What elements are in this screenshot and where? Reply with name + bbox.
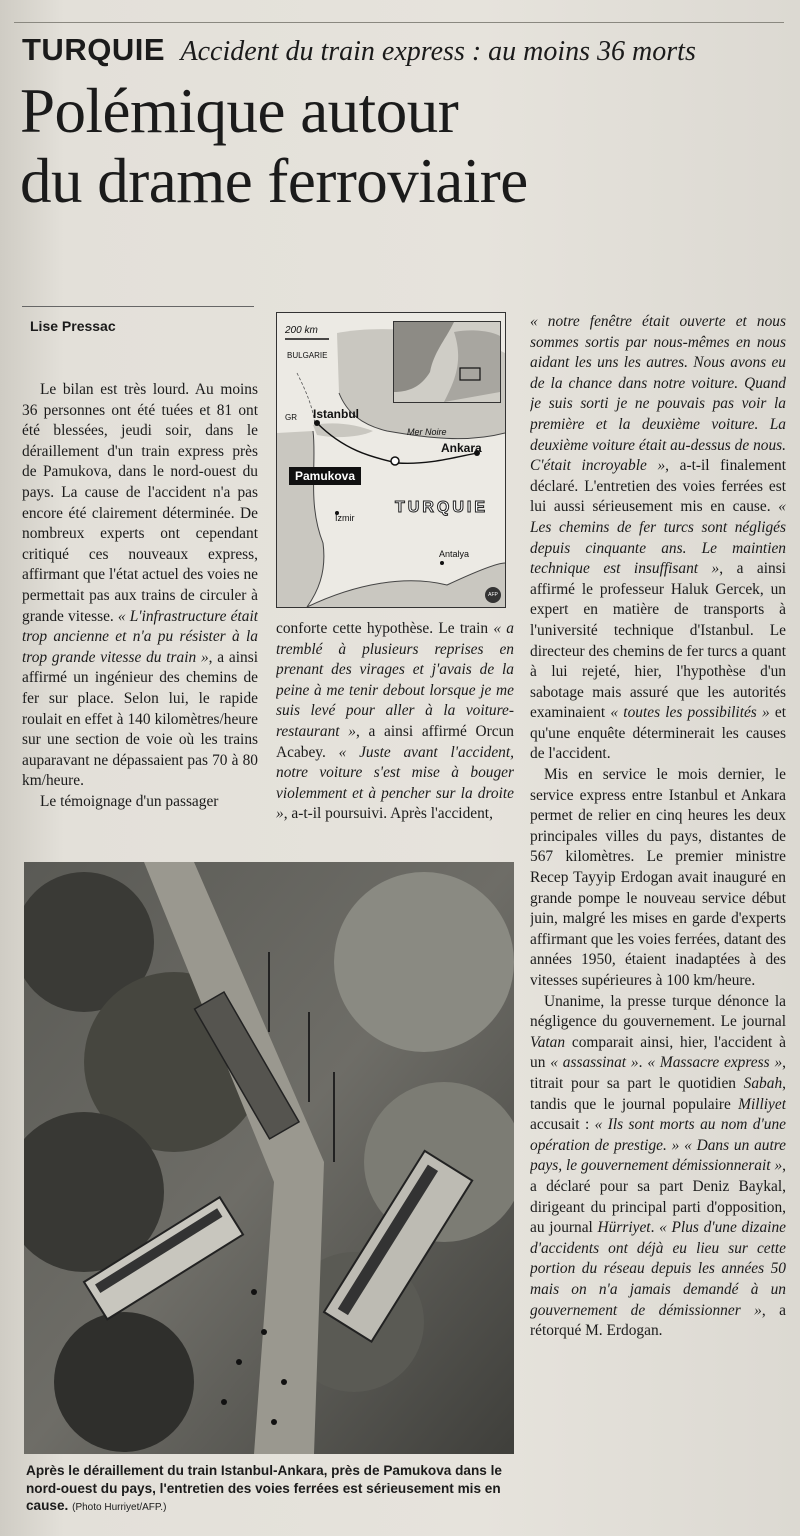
text-run: Unanime, la presse turque dénonce la négligence du gouvernement. Le journal	[530, 992, 786, 1031]
map-label-bulgarie: BULGARIE	[287, 351, 328, 360]
paragraph	[22, 380, 258, 792]
inset-map	[393, 321, 501, 403]
photo-caption	[26, 1462, 522, 1517]
newspaper-name: Vatan	[530, 1033, 566, 1051]
inset-map-graphic	[394, 322, 500, 402]
quote: « Massacre express »	[647, 1054, 783, 1072]
column-2	[276, 619, 514, 835]
derailment-photo	[24, 862, 514, 1454]
caption-text: Après le déraillement du train Istanbul-Ankara, près de Pamukova dans le nord-ouest du pays, l'entretien des voies ferrées est sérieusement mis en cause.	[26, 1463, 502, 1513]
text-run: , tandis que le journal populaire	[530, 1074, 786, 1113]
text-run: Le bilan est très lourd. Au moins 36 personnes ont été tuées et 81 ont été blessées, jeudi soir, dans le déraillement d'un train express près de Pamukova, dans le nord-ouest du pays. La cause de l'accident n'a pas encore été clairement déterminée. De nombreux experts ont cependant critiqué ces nouveaux express, affirmant que l'état actuel des voies ne permettait pas aux trains de circuler à grande vitesse.	[22, 381, 258, 625]
quote: « Les chemins de fer turcs sont négligés depuis cinquante ans. Le maintien technique est insuffisant »	[530, 498, 786, 578]
quote: « L'infrastructure était trop ancienne et n'a pu résister à la trop grande vitesse du train »	[22, 607, 258, 666]
quote: « assassinat »	[550, 1054, 639, 1072]
map-label-turquie: TURQUIE	[395, 499, 488, 516]
text-run: , a ainsi affirmé le professeur Haluk Gercek, un expert en matière de transports à l'université technique d'Istanbul. Le directeur des chemins de fer turcs a quant à lui rejeté, hier, l'hypothèse d'un sabotage mais assuré que les autorités examinaient	[530, 560, 786, 722]
quote: « Ils sont morts au nom d'une opération de prestige. » « Dans un autre pays, le gouvernement démissionnerait »	[530, 1116, 786, 1175]
headline-line-2: du drame ferroviaire	[20, 146, 528, 216]
derailment-photo-graphic	[24, 862, 514, 1454]
map-label-izmir: Izmir	[335, 513, 355, 523]
map-scale-label: 200 km	[285, 325, 318, 336]
text-run: conforte cette hypothèse. Le train	[276, 620, 494, 637]
text-run: , a ainsi affirmé Orcun Acabey.	[276, 722, 514, 761]
newspaper-name: Milliyet	[738, 1095, 786, 1113]
text-run: et qu'une enquête déterminerait les causes de l'accident.	[530, 704, 786, 763]
text-run: , a rétorqué M. Erdogan.	[530, 1301, 786, 1340]
paragraph	[22, 792, 258, 813]
quote: « toutes les possibilités »	[610, 704, 770, 722]
text-run: accusait :	[530, 1116, 595, 1134]
headline	[20, 76, 780, 216]
map-figure	[276, 312, 506, 608]
paragraph	[530, 765, 786, 992]
byline-rule	[22, 306, 254, 307]
text-run: Mis en service le mois dernier, le service express entre Istanbul et Ankara permet de relier en cinq heures les deux principales villes du pays, distantes de 567 kilomètres. Le premier ministre Recep Tayyip Erdogan avait inauguré en grande pompe le nouveau service début juin, malgré les mises en garde d'experts affirmant que les voies ferrées, datant des années 1950, étaient inadaptées à des vitesses supérieures à 100 km/heure.	[530, 766, 786, 989]
map-label-ankara: Ankara	[441, 441, 482, 455]
quote: « Plus d'une dizaine d'accidents ont déjà eu lieu sur cette portion du réseau depuis les années 50 mais on n'a jamais demandé à un gouvernement de démissionner »	[530, 1219, 786, 1319]
column-3	[530, 312, 786, 1512]
map-label-istanbul: Istanbul	[313, 407, 360, 421]
paragraph	[276, 619, 514, 825]
map-label-mer-noire: Mer Noire	[407, 427, 447, 437]
photo-credit: (Photo Hurriyet/AFP.)	[72, 1502, 167, 1513]
newspaper-name: Hürriyet	[597, 1219, 651, 1237]
newspaper-name: Sabah	[743, 1074, 783, 1092]
top-rule	[14, 22, 784, 23]
quote: « Juste avant l'accident, notre voiture s'est mise à bouger violemment et à pencher sur la droite »	[276, 743, 514, 823]
text-run: Le témoignage d'un passager	[40, 792, 219, 810]
text-run: , titrait pour sa part le quotidien	[530, 1054, 786, 1092]
byline: Lise Pressac	[30, 318, 116, 334]
text-run: , a ainsi affirmé un ingénieur des chemins de fer sur place. Selon lui, le rapide roulait en effet à 140 kilomètres/heure sur une section de voie où les trains auparavant ne dépassaient pas 70 à 80 km/heure.	[22, 648, 258, 790]
kicker-tag: TURQUIE	[22, 32, 165, 67]
paragraph	[530, 312, 786, 765]
headline-line-1: Polémique autour	[20, 76, 459, 146]
kicker-deck: Accident du train express : au moins 36 morts	[180, 36, 696, 67]
text-run: .	[638, 1054, 648, 1072]
paragraph	[530, 992, 786, 1342]
text-run: , a déclaré pour sa part Deniz Baykal, dirigeant du principal parti d'opposition, au journal	[530, 1157, 786, 1237]
text-run: , a-t-il poursuivi. Après l'accident,	[283, 805, 493, 823]
text-run: comparait ainsi, hier, l'accident à un	[530, 1033, 786, 1072]
map-label-gr: GR	[285, 413, 297, 422]
quote: « notre fenêtre était ouverte et nous sommes sortis par nous-mêmes en nous aidant les uns les autres. Nous avons eu de la chance dans notre voiture. Quand je suis sorti je ne pouvais pas voir la première et la deuxième voiture. La deuxième voiture était au-dessus de nous. C'était incroyable »	[530, 313, 786, 475]
map-label-pamukova: Pamukova	[289, 467, 361, 485]
text-run: , a-t-il finalement déclaré. L'entretien des voies ferrées est lui aussi sérieusement mis en cause.	[530, 457, 786, 516]
text-run: .	[650, 1219, 660, 1237]
map-credit-logo: AFP	[485, 587, 501, 603]
article-kicker	[22, 28, 782, 76]
quote: « a tremblé à plusieurs reprises en prenant des virages et j'avais de la peine à me tenir debout lorsque je me suis levé pour aller à la voiture-restaurant »	[276, 620, 514, 740]
map-label-antalya: Antalya	[439, 549, 470, 559]
column-1	[22, 380, 258, 830]
